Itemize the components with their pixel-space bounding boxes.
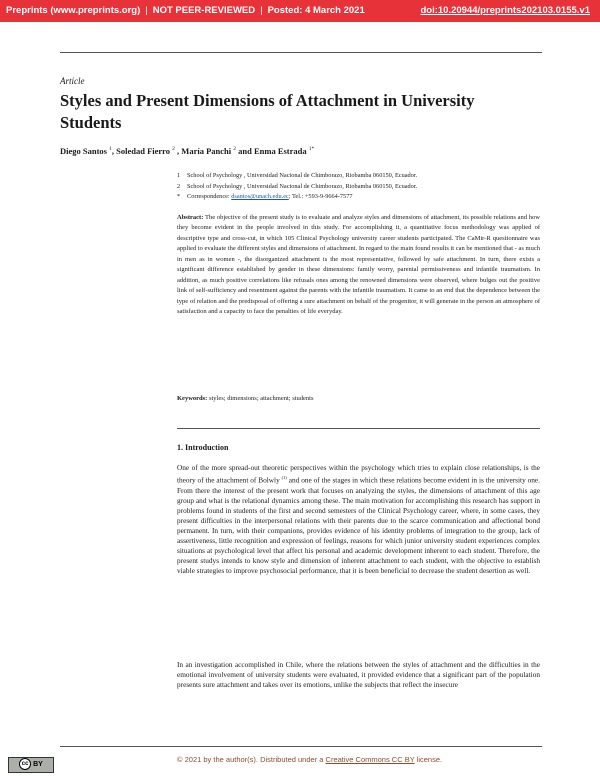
footer-rule: [60, 746, 542, 747]
affiliation-mark: 1: [177, 172, 181, 179]
body-paragraph: In an investigation accomplished in Chile, where the relations between the styles of attachment and the difficulties in the emotional involvement of university students were evaluated, it provided evidence that a significant part of the population presents sure attachment and takes over its emotions, unlike the subjects that reflect the insecure: [177, 660, 540, 690]
citation-mark: (1): [281, 475, 287, 481]
header-separator: |: [260, 5, 263, 16]
cc-badge-label: BY: [33, 761, 43, 768]
header-separator: |: [145, 5, 148, 16]
para1-text-b: and one of the stages in which these relations become evident in is the university one. From there the interest of the present work that focuses on analyzing the styles, the dimensions of attachment of this age group and what is the relational dynamics among these. The main motivation for accomplishing this research has support in problems found in students of the first and second semesters of the Clinical Psychology career, where, in some cases, they present difficulties in the interpersonal relations with their parents due to the scarce communication and affectional bond permanent. In turn, with their companions, provides evidence of his identity problems of integration to the group, lack of assertiveness, little recognition and expression of feelings, reasons for which junior university student experiences complex situations at psychological level that affect his personal and academic development inherent to each student. Therefore, the present studys intends to know style and dimension of inherent attachment to each student, with the objective to establish viable strategies to improve psychosocial performance, that it is been beneficial to decrease the student desertion as well.: [177, 475, 540, 576]
author-affil-mark: 2: [233, 146, 236, 153]
email-link[interactable]: dsantos@unach.edu.ec: [231, 193, 289, 200]
license-suffix: license.: [414, 755, 443, 764]
abstract-text: The objective of the present study is to evaluate and analyze styles and dimensions of attachment, its possible relations and how they become evident in the people involved in this study. For accomplishing it, a quantitative focus methodology was applied of descriptive type and cross-cut, in which 105 Clinical Psychology university career students participated. The CaMir-R questionnaire was applied to evaluate the different styles and dimensions of attachment. In regard to the main found results it can be mentioned that - as much in men as in women -, the disorganized attachment is the most representative, followed by safe attachment. In turn, there exists a significant difference established by gender in these dimensions: family worry, parental permissiveness and infantile traumatism. In addition, as much positive correlations like refusals ones among the renowned dimensions were observed, where bulges out the positive link of self-sufficiency and resentment against the parents with the infantile traumatism. It came to an end that the dependence between the type of relation and the predisposal of offering a sure attachment on behalf of the progenitor, it will generate in the person an atmosphere of satisfaction and a capacity to face the penalties of life everyday.: [177, 214, 540, 316]
author-list: [60, 146, 314, 156]
copyright-text: © 2021 by the author(s). Distributed under a: [177, 755, 326, 764]
header-rule: [60, 52, 542, 53]
keywords-label: Keywords:: [177, 395, 208, 402]
affiliation-item: [177, 182, 417, 193]
paper-title: Styles and Present Dimensions of Attachment in University Students: [60, 91, 475, 132]
affiliation-text: School of Psychology , Universidad Nacional de Chimborazo, Riobamba 060150, Ecuador.: [187, 182, 418, 190]
site-name[interactable]: Preprints (www.preprints.org): [6, 5, 141, 16]
author-affil-mark: 2: [172, 146, 175, 153]
para1-text-a: One of the more spread-out theoretic perspectives within the psychology which tries to explain close relationships, is the theory of the attachment of Bolwly: [177, 463, 540, 485]
abstract: [177, 213, 540, 318]
author-separator: and: [236, 146, 254, 156]
author-name: María Panchi: [181, 146, 232, 156]
affiliation-mark: 2: [177, 182, 181, 190]
license-link[interactable]: Creative Commons CC BY: [325, 755, 415, 764]
author-name: Diego Santos: [60, 146, 107, 156]
author-affil-mark: 1*: [308, 146, 315, 153]
telephone: ; Tel.: +593-9-9664-7577: [288, 193, 353, 200]
preprint-header-bar: [0, 0, 600, 22]
header-left: [6, 5, 365, 16]
correspondence-label: Correspondence:: [187, 193, 230, 200]
author-name: Soledad Fierro: [116, 146, 171, 156]
affiliation-text: School of Psychology , Universidad Nacional de Chimborazo, Riobamba 060150, Ecuador.: [187, 172, 418, 179]
doi-link[interactable]: doi:10.20944/preprints202103.0155.v1: [420, 5, 590, 16]
cc-license-badge[interactable]: [8, 757, 54, 773]
cc-icon: cc: [19, 758, 31, 770]
section-heading-introduction: 1. Introduction: [177, 443, 229, 452]
abstract-label: Abstract:: [177, 214, 204, 221]
author-affil-mark: 1: [109, 146, 112, 153]
affiliations: [177, 171, 417, 203]
author-name: Enma Estrada: [253, 146, 307, 156]
correspondence-mark: *: [177, 193, 181, 200]
correspondence: [177, 192, 417, 203]
keywords-text: styles; dimensions; attachment; students: [208, 395, 314, 402]
keywords: [177, 395, 314, 402]
affiliation-item: [177, 171, 417, 182]
author-separator: ,: [174, 146, 182, 156]
license-footer: [177, 755, 577, 764]
body-paragraph: [177, 463, 540, 576]
posted-date: Posted: 4 March 2021: [267, 5, 365, 16]
review-status: NOT PEER-REVIEWED: [152, 5, 256, 16]
article-type-label: Article: [60, 76, 85, 86]
section-divider: [177, 428, 540, 429]
author-separator: ,: [111, 146, 117, 156]
